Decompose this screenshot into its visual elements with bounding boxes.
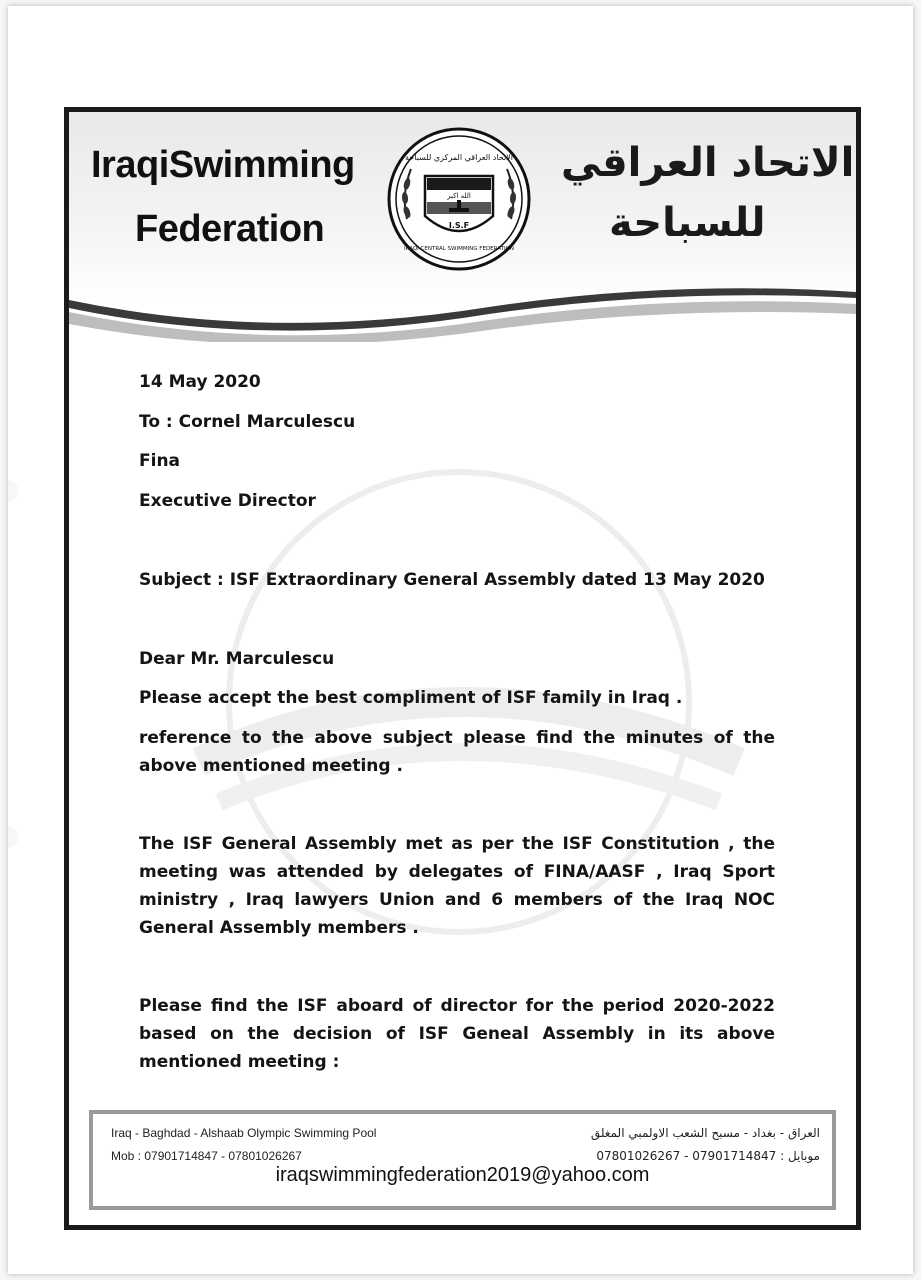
header-en-line2: Federation (135, 208, 325, 250)
federation-seal (387, 124, 531, 274)
header-ar-line2: للسباحة (609, 200, 766, 246)
punch-hole (8, 826, 18, 848)
footer-email: iraqswimmingfederation2019@yahoo.com (275, 1164, 650, 1186)
footer-mobile-ar: موبايل : 07901714847 - 07801026267 (596, 1149, 820, 1163)
seal-english-ring: IRAQI CENTRAL SWIMMING FEDERATION (403, 246, 515, 252)
header-en-line1: IraqiSwimming (91, 144, 355, 186)
letterhead-frame (64, 107, 861, 1230)
letter-recipient: To : Cornel Marculescu (139, 412, 356, 432)
seal-motto: الله اكبر (447, 192, 471, 200)
letter-salutation: Dear Mr. Marculescu (139, 649, 335, 669)
document-page (8, 6, 913, 1274)
footer-address-ar: العراق - بغداد - مسبح الشعب الاولمبي المغلق (590, 1126, 820, 1140)
letter-paragraph-2: The ISF General Assembly met as per the ISF Constitution , the meeting was attended by delegates of FINA/AASF , Iraq Sport ministry , Iraq lawyers Union and 6 members of the Iraq NOC General Assembly members . (139, 834, 775, 938)
header-wave (69, 272, 856, 342)
seal-arabic-text: الاتحاد العراقي المركزي للسباحة (405, 153, 513, 162)
footer-mobile-en: Mob : 07901714847 - 07801026267 (111, 1149, 302, 1163)
letter-organization: Fina (139, 451, 181, 471)
letter-paragraph-1: reference to the above subject please find the minutes of the above mentioned meeting . (139, 728, 775, 776)
punch-hole (8, 480, 18, 502)
letter-date: 14 May 2020 (139, 372, 261, 392)
letterhead-footer (89, 1110, 836, 1210)
letter-paragraph-3: Please find the ISF aboard of director for the period 2020-2022 based on the decision of ISF Geneal Assembly in its above mentioned meeting : (139, 996, 775, 1072)
letter-subject: Subject : ISF Extraordinary General Assembly dated 13 May 2020 (139, 570, 765, 590)
letter-greeting-line: Please accept the best compliment of ISF family in Iraq . (139, 688, 683, 708)
footer-address-en: Iraq - Baghdad - Alshaab Olympic Swimming Pool (111, 1126, 377, 1140)
letter-recipient-role: Executive Director (139, 491, 316, 511)
seal-abbr: I.S.F (448, 221, 470, 230)
header-ar-line1: الاتحاد العراقي (561, 140, 855, 186)
